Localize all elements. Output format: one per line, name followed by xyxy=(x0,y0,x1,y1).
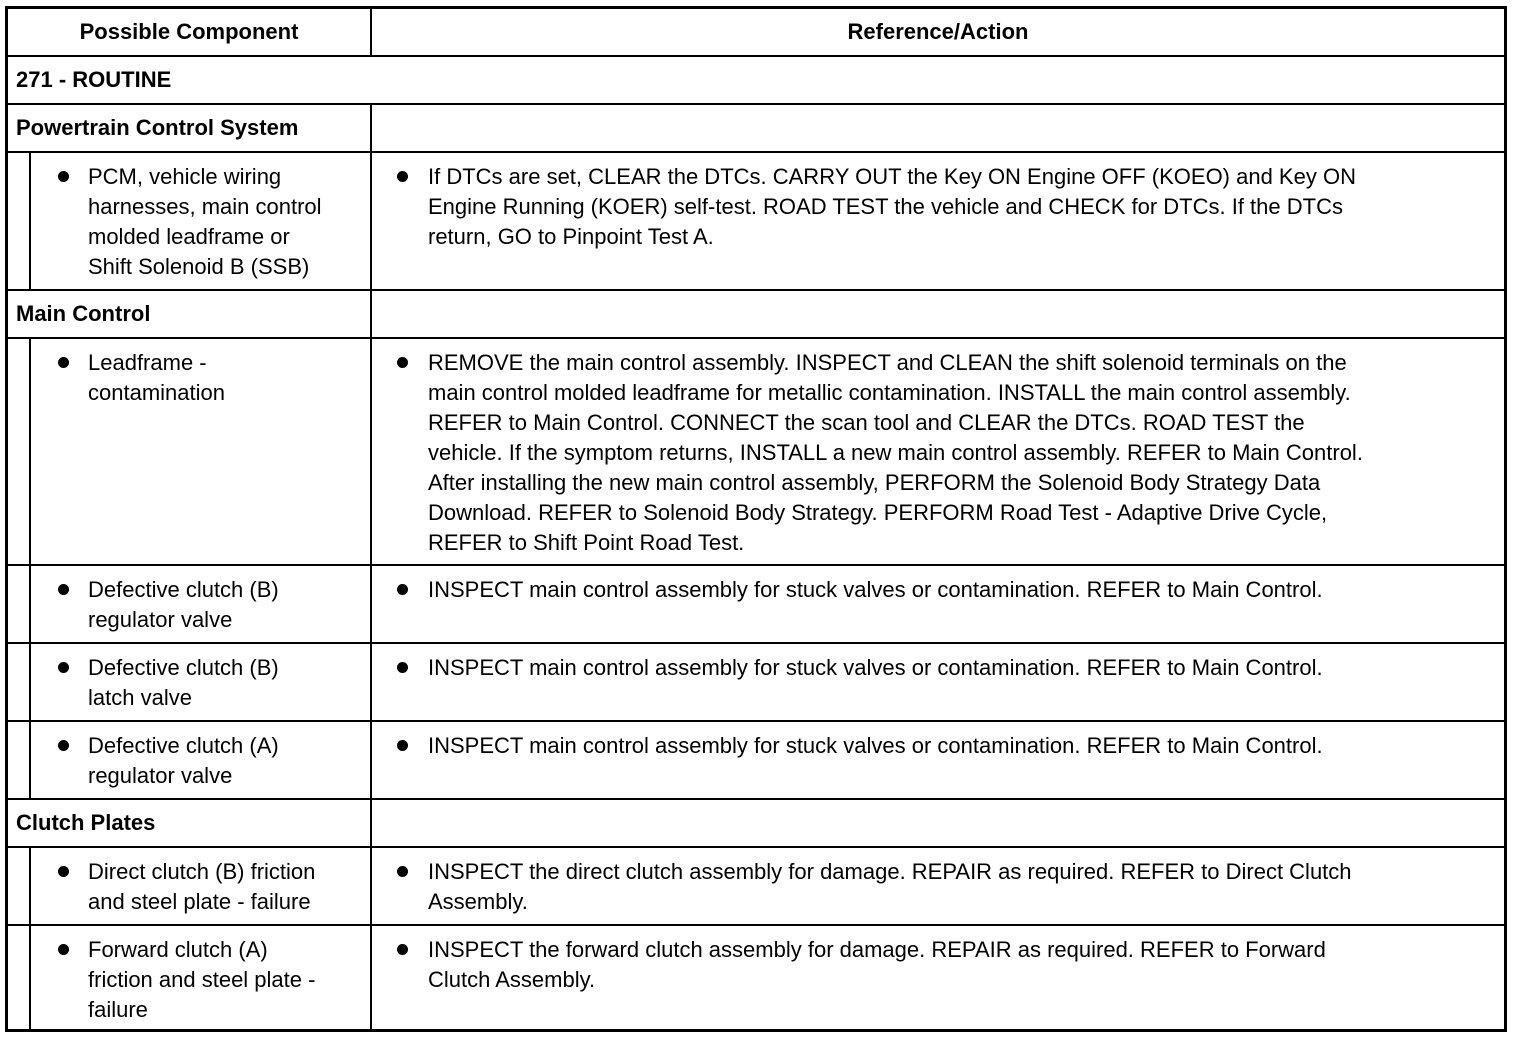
bullet-icon xyxy=(397,866,408,877)
component-text: Direct clutch (B) friction and steel plate - failure xyxy=(88,859,316,914)
bullet-icon xyxy=(58,584,69,595)
bullet-icon xyxy=(397,357,408,368)
action-text: INSPECT main control assembly for stuck valves or contamination. REFER to Main Control. xyxy=(428,655,1323,680)
section-row-clutch-plates xyxy=(8,800,1504,848)
item-row xyxy=(8,153,1504,291)
bullet-icon xyxy=(58,944,69,955)
action-text: INSPECT main control assembly for stuck valves or contamination. REFER to Main Control. xyxy=(428,733,1323,758)
item-row xyxy=(8,566,1504,644)
bullet-icon xyxy=(58,866,69,877)
bullet-icon xyxy=(58,357,69,368)
item-row xyxy=(8,926,1504,1029)
bullet-icon xyxy=(397,944,408,955)
header-reference-action: Reference/Action xyxy=(847,19,1029,44)
header-possible-component: Possible Component xyxy=(79,19,299,44)
component-text: Defective clutch (B) latch valve xyxy=(88,655,279,710)
action-text: INSPECT main control assembly for stuck valves or contamination. REFER to Main Control. xyxy=(428,577,1323,602)
title-row xyxy=(8,57,1504,105)
bullet-icon xyxy=(58,662,69,673)
title-label: 271 - ROUTINE xyxy=(16,67,172,92)
action-text: INSPECT the forward clutch assembly for damage. REPAIR as required. REFER to Forward Clutch Assembly. xyxy=(428,937,1326,992)
diagnostic-table xyxy=(5,6,1507,1032)
action-text: INSPECT the direct clutch assembly for damage. REPAIR as required. REFER to Direct Clutch Assembly. xyxy=(428,859,1352,914)
section-row-main-control xyxy=(8,291,1504,339)
bullet-icon xyxy=(58,740,69,751)
action-text: REMOVE the main control assembly. INSPECT and CLEAN the shift solenoid terminals on the main control molded leadframe for metallic contamination. INSTALL the main control assembly. REFER to Main Control. CONNECT the scan tool and CLEAR the DTCs. ROAD TEST the vehicle. If the symptom returns, INSTALL a new main control assembly. REFER to Main Control. After installing the new main control assembly, PERFORM the Solenoid Body Strategy Data Download. REFER to Solenoid Body Strategy. PERFORM Road Test - Adaptive Drive Cycle, REFER to Shift Point Road Test. xyxy=(428,350,1363,555)
section-label: Powertrain Control System xyxy=(16,115,299,140)
bullet-icon xyxy=(397,171,408,182)
component-text: Forward clutch (A) friction and steel plate - failure xyxy=(88,937,316,1022)
item-row xyxy=(8,722,1504,800)
component-text: Defective clutch (A) regulator valve xyxy=(88,733,279,788)
item-row xyxy=(8,644,1504,722)
bullet-icon xyxy=(397,662,408,673)
section-label: Clutch Plates xyxy=(16,810,156,835)
header-row xyxy=(8,9,1504,57)
component-text: PCM, vehicle wiring harnesses, main control molded leadframe or Shift Solenoid B (SSB) xyxy=(88,164,322,279)
item-row xyxy=(8,339,1504,566)
action-text: If DTCs are set, CLEAR the DTCs. CARRY OUT the Key ON Engine OFF (KOEO) and Key ON Engine Running (KOER) self-test. ROAD TEST the vehicle and CHECK for DTCs. If the DTCs return, GO to Pinpoint Test A. xyxy=(428,164,1356,249)
section-label: Main Control xyxy=(16,301,151,326)
component-text: Leadframe - contamination xyxy=(88,350,225,405)
section-row-powertrain xyxy=(8,105,1504,153)
bullet-icon xyxy=(397,584,408,595)
bullet-icon xyxy=(58,171,69,182)
bullet-icon xyxy=(397,740,408,751)
item-row xyxy=(8,848,1504,926)
component-text: Defective clutch (B) regulator valve xyxy=(88,577,279,632)
